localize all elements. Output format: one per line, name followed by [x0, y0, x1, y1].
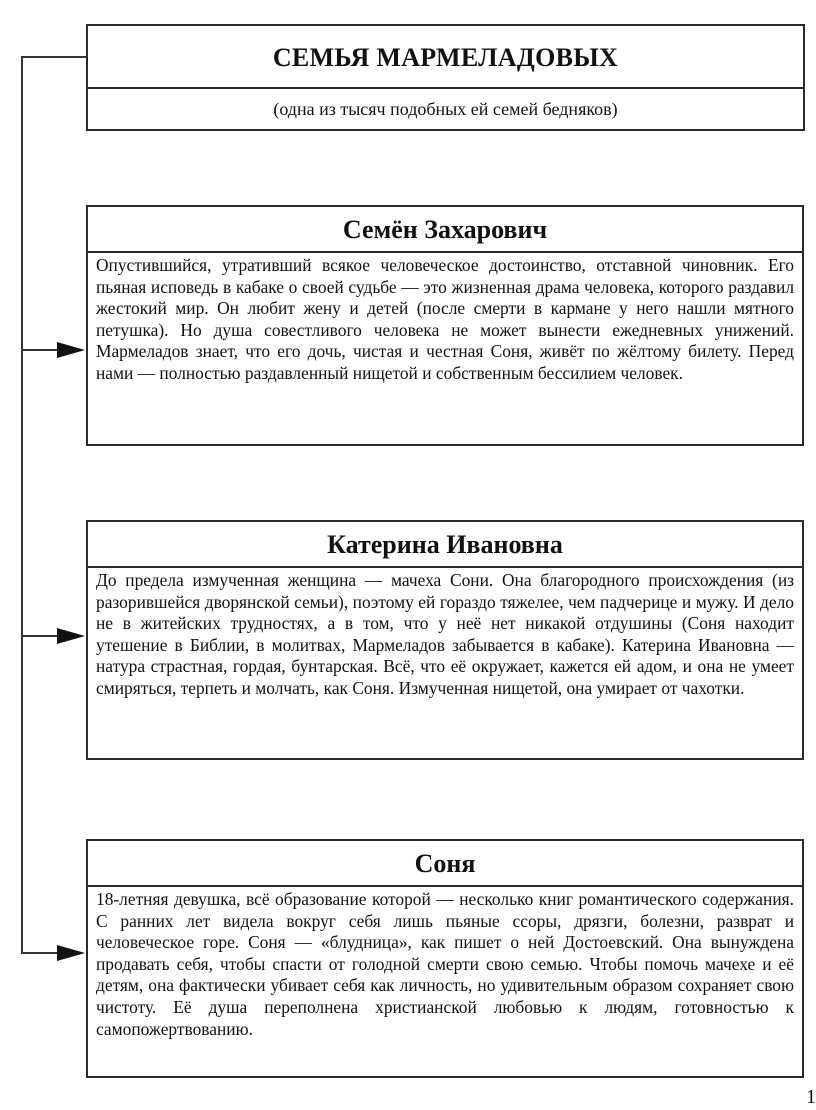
character-name: Соня	[88, 841, 802, 887]
arrow-icon	[57, 628, 85, 644]
character-name: Катерина Ивановна	[88, 522, 802, 568]
character-description: 18-летняя девушка, всё образование которой — несколько книг романтического содержания. С ранних лет видела вокруг себя лишь пьяные ссоры, дрязги, болезни, разврат и человеческое горе. Соня — «блудница», как пишет о ней Достоевский. Она вынуждена продавать себя, чтобы спасти от голодной смерти свою семью. Чтобы помочь мачехе и её детям, она фактически убивает себя как личность, но удивительным образом сохраняет свою чистоту. Её душа переполнена христианской любовью к людям, готовностью к самопожертвованию.	[96, 889, 794, 1039]
page-number: 1	[806, 1086, 816, 1108]
connector-branch-semyon	[21, 349, 61, 351]
connector-branch-sonya	[21, 952, 61, 954]
connector-vertical-trunk	[21, 56, 23, 954]
character-description: До предела измученная женщина — мачеха Сони. Она благородного происхождения (из разорившейся дворянской семьи), поэтому ей гораздо тяжелее, чем падчерице и мужу. И дело не в житейских трудностях, а в том, что у неё нет никакой отдушины (Соня находит утешение в Библии, в молитвах, Мармеладов забывается в кабаке). Катерина Ивановна — натура страстная, гордая, бунтарская. Всё, что её окружает, кажется ей адом, и она не умеет смиряться, терпеть и молчать, как Соня. Измученная нищетой, она умирает от чахотки.	[96, 570, 794, 698]
arrow-icon	[57, 342, 85, 358]
character-card-katerina	[86, 520, 804, 760]
connector-branch-katerina	[21, 635, 61, 637]
family-title: СЕМЬЯ МАРМЕЛАДОВЫХ	[88, 26, 803, 89]
character-card-sonya	[86, 839, 804, 1078]
family-subtitle: (одна из тысяч подобных ей семей бедняков)	[273, 99, 618, 119]
character-name: Семён Захарович	[88, 207, 802, 253]
family-header-box	[86, 24, 805, 131]
arrow-icon	[57, 945, 85, 961]
character-card-semyon	[86, 205, 804, 446]
connector-from-header	[21, 56, 87, 58]
character-description: Опустившийся, утративший всякое человеческое достоинство, отставной чиновник. Его пьяная исповедь в кабаке о своей судьбе — это жизненная драма человека, которого раздавил жестокий мир. Он любит жену и детей (после смерти в кармане у него нашли мятного петушка). Но душа совестливого человека не может вынести ежедневных унижений. Мармеладов знает, что его дочь, чистая и честная Соня, живёт по жёлтому билету. Перед нами — полностью раздавленный нищетой и собственным бессилием человек.	[96, 255, 794, 383]
